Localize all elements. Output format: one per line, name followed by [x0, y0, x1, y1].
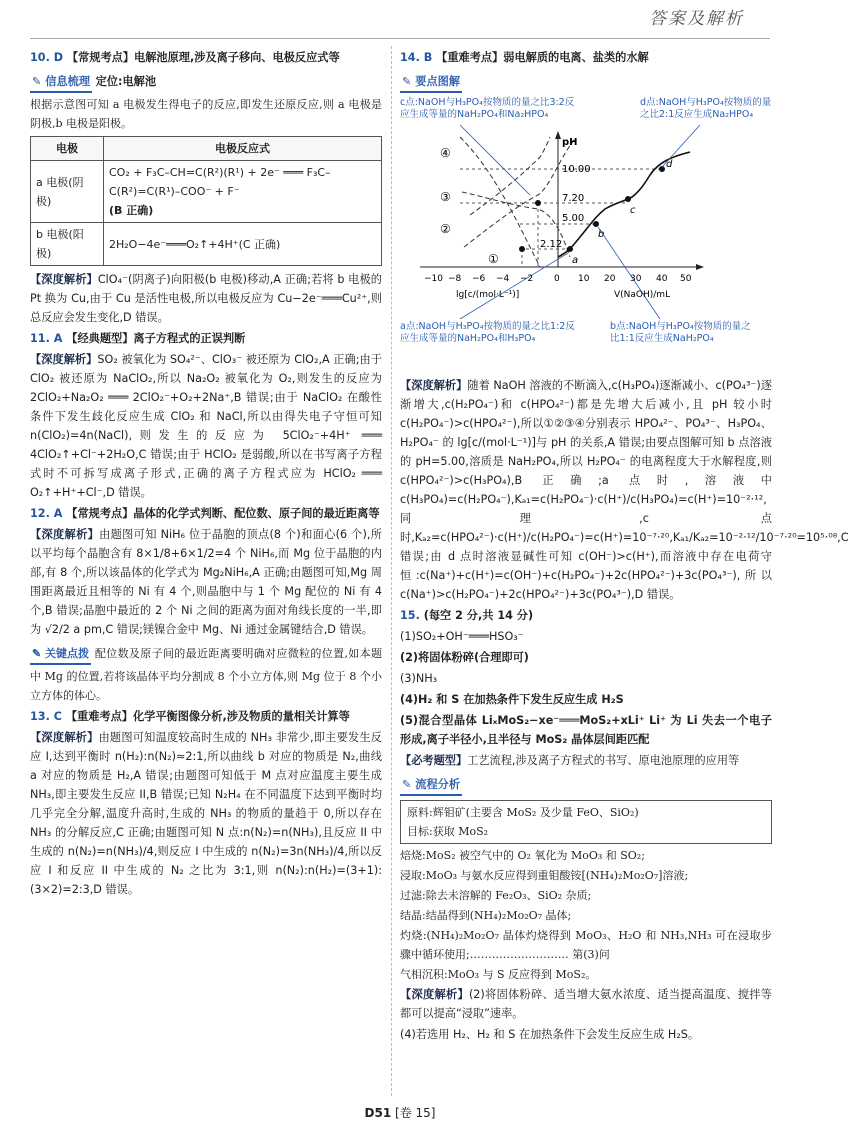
cathode-eq-check: (B 正确) [109, 204, 154, 217]
q12-heading [30, 504, 382, 523]
q13-heading [30, 707, 382, 726]
q15-must-tag: 【必考题型】 [400, 754, 468, 767]
q15-score: (每空 2 分,共 14 分) [423, 609, 534, 622]
q10-deep-text: ClO₄⁻(阴离子)向阳极(b 电极)移动,A 正确;若将 b 电极的 Pt 换为 Cu,由于 Cu 是活性电极,所以电极反应为 Cu−2e⁻═══Cu²⁺,则总反应会发生变化,D 错误。 [30, 273, 382, 324]
xtick-10: 10 [578, 274, 590, 284]
q11-number: 11. A [30, 332, 63, 345]
q15-deep-text-2: (4)若选用 H₂、H₂ 和 S 在加热条件下会发生反应生成 H₂S。 [400, 1028, 700, 1041]
annotation-a: a点:NaOH与H₃PO₄按物质的量之比1:2反应生成等量的NaH₂PO₄和H₃PO₄ [400, 321, 575, 344]
q15-must-text: 工艺流程,涉及离子方程式的书写、原电池原理的应用等 [467, 754, 740, 767]
q14-number: 14. B [400, 51, 433, 64]
flow-step-leach: 浸取:MoO₃ 与氨水反应得到重钼酸铵[(NH₄)₂Mo₂O₇]溶液; [400, 869, 689, 882]
xtick-50: 50 [680, 274, 692, 284]
q12-topic: 晶体的化学式判断、配位数、原子间的最近距离等 [133, 507, 380, 520]
q13-topic: 化学平衡图像分析,涉及物质的量相关计算等 [132, 710, 350, 723]
q11-deep [30, 350, 382, 502]
ytick-212: 2.12 [540, 239, 563, 250]
cathode-label: a 电极(阴极) [31, 161, 104, 223]
q15-must [400, 751, 772, 770]
y-label: pH [562, 137, 578, 148]
xtick-30: 30 [630, 274, 642, 284]
q10-info-text: 定位:电解池 [95, 75, 157, 88]
point-b [593, 221, 599, 227]
electrode-header: 电极 [31, 137, 104, 161]
q10-number: 10. D [30, 51, 63, 64]
ytick-10: 10.00 [562, 164, 591, 175]
point-c-left [535, 200, 541, 206]
q15-answer-3: (3)NH₃ [400, 672, 438, 685]
q13-number: 13. C [30, 710, 62, 723]
point-c [625, 196, 631, 202]
q15-answer-2: (2)将固体粉碎(合理即可) [400, 651, 529, 664]
q12-tag: 【常规考点】 [66, 507, 134, 520]
point-label-c: c [630, 205, 636, 216]
q15-box-raw: 原料:辉钼矿(主要含 MoS₂ 及少量 FeO、SiO₂) [407, 806, 639, 819]
q13-tag: 【重难考点】 [65, 710, 133, 723]
q15-answer-5: (5)混合型晶体 LiₓMoS₂−xe⁻═══MoS₂+xLi⁺ Li⁺ 为 Li 失去一个电子形成,离子半径小,且半径与 MoS₂ 晶体层间距匹配 [400, 714, 772, 746]
left-column [30, 46, 382, 901]
anode-label: b 电极(阳极) [31, 223, 104, 266]
anode-equation: 2H₂O−4e⁻═══O₂↑+4H⁺(C 正确) [104, 223, 382, 266]
cathode-eq-text: CO₂ + F₃C–CH=C(R²)(R¹) + 2e⁻ ═══ F₃C–C(R²)=C(R¹)–COO⁻ + F⁻ [109, 166, 331, 198]
q14-deep [400, 376, 849, 604]
annotation-c: c点:NaOH与H₃PO₄按物质的量之比3:2反应生成等量的NaH₂PO₄和Na₂HPO₄ [400, 97, 575, 120]
q12-tip-title: ✎ 关键点拨 [30, 644, 91, 665]
xtick-m2: −2 [520, 274, 534, 284]
q13-deep-tag: 【深度解析】 [30, 731, 99, 744]
electrode-table [30, 136, 382, 266]
q11-deep-tag: 【深度解析】 [30, 353, 98, 366]
point-label-a: a [572, 255, 579, 266]
q15-flow-title: ✎ 流程分析 [400, 775, 462, 796]
curve-label-1: ① [488, 252, 499, 266]
q10-deep-tag: 【深度解析】 [30, 273, 98, 286]
equation-header: 电极反应式 [104, 137, 382, 161]
curve-label-3: ③ [440, 190, 451, 204]
cathode-equation [104, 161, 382, 223]
ytick-5: 5.00 [562, 213, 585, 224]
column-divider [391, 46, 392, 1096]
q15-box-target: 目标:获取 MoS₂ [407, 825, 489, 838]
q11-tag: 【经典题型】 [66, 332, 134, 345]
pointer-b [598, 227, 660, 319]
x-axis-arrow [696, 264, 704, 270]
q12-tip [30, 641, 382, 705]
q10-heading [30, 48, 382, 67]
xtick-0: 0 [554, 274, 560, 284]
flow-step-roast: 焙烧:MoS₂ 被空气中的 O₂ 氧化为 MoO₃ 和 SO₂; [400, 849, 645, 862]
page-header: 答案及解析 [649, 9, 744, 29]
xtick-m10: −10 [424, 274, 443, 284]
q10-topic: 电解池原理,涉及离子移向、电极反应式等 [134, 51, 340, 64]
q15-deep-text-1: (2)将固体粉碎、适当增大氨水浓度、适当提高温度、搅拌等都可以提高“浸取”速率。 [400, 988, 772, 1020]
q12-deep [30, 525, 382, 639]
annotation-b: b点:NaOH与H₃PO₄按物质的量之比1:1反应生成NaH₂PO₄ [610, 321, 751, 344]
point-label-b: b [598, 229, 605, 240]
flow-step-filter: 过滤:除去未溶解的 Fe₂O₃、SiO₂ 杂质; [400, 889, 592, 902]
right-column [400, 46, 849, 1046]
page-footer [0, 1104, 800, 1123]
q15-deep-tag: 【深度解析】 [400, 988, 469, 1001]
q11-deep-text: SO₂ 被氧化为 SO₄²⁻、ClO₃⁻ 被还原为 ClO₂,A 正确;由于 ClO₂ 被还原为 NaClO₂,所以 Na₂O₂ 被氧化为 O₂,则发生的反应为 2ClO₂+Na₂O₂ ═══ 2ClO₂⁻+O₂+2Na⁺,B 错误;由于 NaClO₂ 在酸性条件下发生歧化反应生成 ClO₂ 和 NaCl,所以由得失电子守恒可知 n(ClO₂)=4n(NaCl),则发生的反应为 5ClO₂⁻+4H⁺ ═══ 4ClO₂↑+Cl⁻+2H₂O,C 错误;由于 HClO₂ 是弱酸,所以在书写离子方程式时不可拆写成离子形式,正确的离子方程式应为 HClO₂ ═══ O₂↑+H⁺+Cl⁻,D 错误。 [30, 353, 382, 499]
q15-heading [400, 606, 772, 625]
q15-flow-box [400, 800, 772, 844]
q12-number: 12. A [30, 507, 63, 520]
curve-label-2: ② [440, 222, 451, 236]
point-a [567, 246, 573, 252]
x-label-right: V(NaOH)/mL [614, 290, 671, 300]
flow-step-crystal: 结晶:结晶得到(NH₄)₂Mo₂O₇ 晶体; [400, 909, 572, 922]
q14-deep-text: 随着 NaOH 溶液的不断滴入,c(H₃PO₄)逐渐减小、c(PO₄³⁻)逐渐增大,c(H₂PO₄⁻)和 c(HPO₄²⁻)都是先增大后减小,且 pH 较小时 c(H₂PO₄⁻)>c(HPO₄²⁻),所以①②③④分别表示 HPO₄²⁻、PO₄³⁻、H₃PO₄、H₂PO₄⁻ 的 lg[c/(mol·L⁻¹)]与 pH 的关系,A 错误;由要点图解可知 b 点溶液的 pH=5.00,溶质是 NaH₂PO₄,所以 H₂PO₄⁻ 的电离程度大于水解程度,则 c(HPO₄²⁻)>c(H₃PO₄),B 正确;a 点时,溶液中 c(H₃PO₄)=c(H₂PO₄⁻),Kₐ₁=c(H₂PO₄⁻)·c(H⁺)/c(H₃PO₄)=c(H⁺)=10⁻²·¹²,同理,c 点时,Kₐ₂=c(HPO₄²⁻)·c(H⁺)/c(H₂PO₄⁻)=c(H⁺)=10⁻⁷·²⁰,Kₐ₁/Kₐ₂=10⁻²·¹²/10⁻⁷·²⁰=10⁵·⁰⁸,C 错误;由 d 点时溶液显碱性可知 c(OH⁻)>c(H⁺),而溶液中存在电荷守恒:c(Na⁺)+c(H⁺)=c(OH⁻)+c(H₂PO₄⁻)+2c(HPO₄²⁻)+3c(PO₄³⁻),所以 c(Na⁺)>c(H₂PO₄⁻)+2c(HPO₄²⁻)+3c(PO₄³⁻),D 错误。 [400, 379, 849, 601]
q10-note: 根据示意图可知 a 电极发生得电子的反应,即发生还原反应,则 a 电极是阴极,b 电极是阳极。 [30, 98, 382, 130]
q10-deep [30, 270, 382, 327]
curve-label-4: ④ [440, 146, 451, 160]
q15-number: 15. [400, 609, 420, 622]
xtick-40: 40 [656, 274, 668, 284]
flow-step-calcine: 灼烧:(NH₄)₂Mo₂O₇ 晶体灼烧得到 MoO₃、H₂O 和 NH₃,NH₃ 可在浸取步骤中循环使用;……………………… 第(3)问 [400, 929, 772, 961]
q11-topic: 离子方程式的正误判断 [133, 332, 246, 345]
pointer-c [460, 125, 530, 195]
q11-heading [30, 329, 382, 348]
curve-1 [460, 137, 540, 267]
q13-deep [30, 728, 382, 899]
xtick-m6: −6 [472, 274, 486, 284]
flow-step-deposit: 气相沉积:MoO₃ 与 S 反应得到 MoS₂。 [400, 968, 597, 981]
q14-deep-tag: 【深度解析】 [400, 379, 468, 392]
header-rule [30, 38, 770, 39]
x-label-left: lg[c/(mol·L⁻¹)] [456, 290, 520, 300]
pointer-a [460, 253, 568, 319]
q12-tip-text: 配位数及原子间的最近距离要明确对应微粒的位置,如本题中 Mg 的位置,若将该晶体平均分割成 8 个小立方体,则 Mg 位于 8 个小立方体的体心。 [30, 647, 382, 702]
volume-label: [卷 15] [395, 1106, 436, 1120]
point-a-left [519, 246, 525, 252]
point-label-d: d [666, 159, 673, 170]
xtick-20: 20 [604, 274, 616, 284]
q14-topic: 弱电解质的电离、盐类的水解 [503, 51, 649, 64]
annotation-d: d点:NaOH与H₃PO₄按物质的量之比2:1反应生成Na₂HPO₄ [640, 97, 772, 120]
q15-answer-1: (1)SO₂+OH⁻═══HSO₃⁻ [400, 630, 524, 643]
xtick-m8: −8 [448, 274, 462, 284]
page-number: D51 [364, 1106, 392, 1120]
q10-tag: 【常规考点】 [66, 51, 135, 64]
y-axis-arrow [555, 131, 561, 139]
q15-deep [400, 985, 772, 1023]
q14-heading [400, 48, 772, 67]
ytick-720: 7.20 [562, 193, 585, 204]
xtick-m4: −4 [496, 274, 510, 284]
q14-tag: 【重难考点】 [436, 51, 504, 64]
q13-deep-text: 由题图可知温度较高时生成的 NH₃ 非常少,即主要发生反应 I,达到平衡时 n(H₂):n(N₂)≈2:1,所以曲线 b 对应的物质是 N₂,曲线 a 对应的物质是 H₂,A 错误;由题图可知低于 M 点对应温度主要生成 NH₃,即主要发生反应 II,B 错误;已知 N₂H₄ 在不同温度下达到平衡时均几乎完全分解,温度升高时,生成的 NH₃ 的物质的量趋于 0,所以存在 NH₃ 的分解反应,C 正确;由题图可知 N 点:n(N₂)=n(NH₃),且反应 II 中生成的 n(N₂)=n(NH₃)/4,则反应 I 中生成的 n(N₂)=3n(NH₃)/4,所以反应 I 和反应 II 中生成的 N₂ 之比为 3:1,则 n(N₂):n(H₂)=(3+1):(3×2)=2:3,D 错误。 [30, 731, 382, 896]
titration-graph [400, 97, 772, 372]
q10-info-title: ✎ 信息梳理 [30, 72, 92, 93]
q12-deep-tag: 【深度解析】 [30, 528, 100, 541]
q15-flow-steps [400, 846, 772, 984]
q14-diagram-title: ✎ 要点图解 [400, 72, 462, 93]
q15-answer-4: (4)H₂ 和 S 在加热条件下发生反应生成 H₂S [400, 693, 624, 706]
q12-deep-text: 由题图可知 NiH₆ 位于晶胞的顶点(8 个)和面心(6 个),所以平均每个晶胞含有 8×1/8+6×1/2=4 个 NiH₆,而 Mg 位于晶胞的内部,有 8 个,所以该晶体的化学式为 Mg₂NiH₆,A 正确;由题图可知,Mg 周围距离最近且相等的 Ni 有 4 个,则晶胞中与 1 个 Mg 配位的 Ni 有 4 个,B 错误;晶胞中最近的 2 个 Ni 之间的距离为面对角线长度的一半,即为 √2/2 a pm,C 错误;镁镍合金中 Mg、Ni 通过金属键结合,D 错误。 [30, 528, 382, 636]
